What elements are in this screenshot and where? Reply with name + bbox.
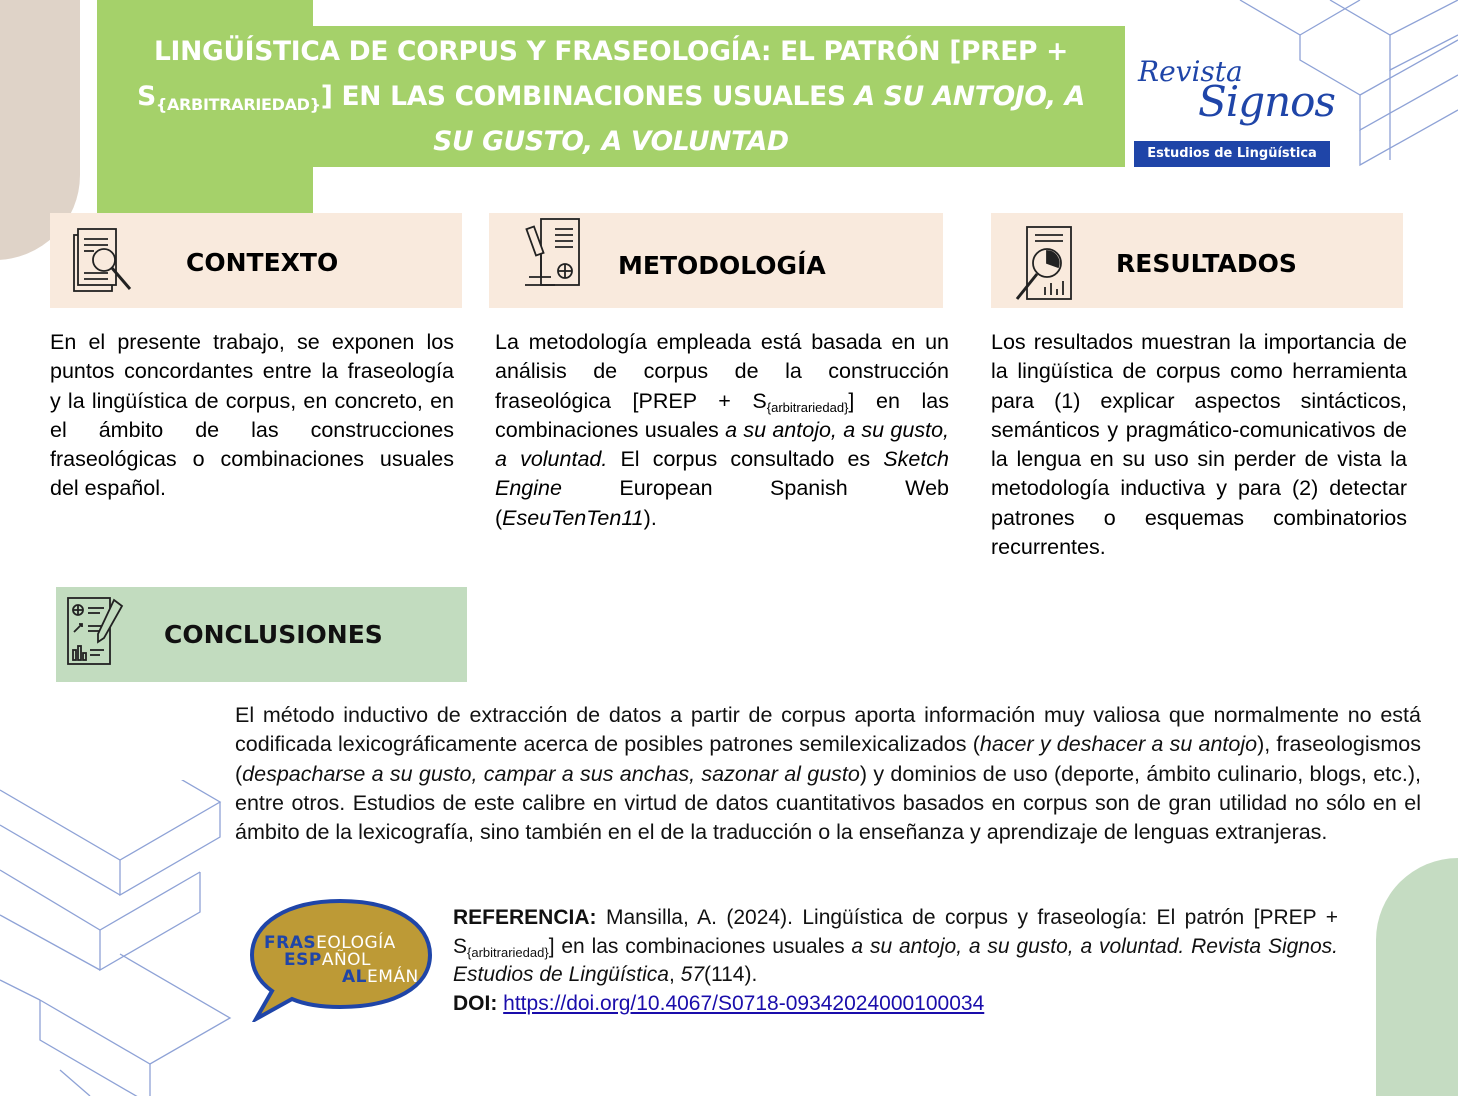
revista-signos-logo: Revista Signos Estudios de Lingüística xyxy=(1134,55,1330,167)
resultados-header xyxy=(991,213,1403,308)
conclusiones-text: El método inductivo de extracción de datos a partir de corpus aporta información muy valiosa que normalmente no está codificada lexicográficamente acerca de posibles patrones semilexicalizados (hacer y deshacer a su antojo), fraseologismos (despacharse a su gusto, campar a sus anchas, sazonar al gusto) y dominios de uso (deporte, ámbito culinario, blogs, etc.), entre otros. Estudios de este calibre en virtud de datos cuantitativos basados en corpus son de gran utilidad no sólo en el ámbito de la lexicografía, sino también en el de la traducción o la enseñanza y aprendizaje de lenguas extranjeras. xyxy=(235,703,1422,845)
report-analysis-icon xyxy=(1013,225,1075,303)
doi-link[interactable]: https://doi.org/10.4067/S0718-09342024000100034 xyxy=(503,991,985,1015)
reference-block: REFERENCIA: Mansilla, A. (2024). Lingüística de corpus y fraseología: El patrón [PREP + $S_{\{arbitrariedad\}}$] en las combinaciones usuales a su antojo, a su gusto, a voluntad. Revista Signos. Estudios de Lingüística, 57(114). DOI: https://doi.org/10.4067/S0718-09342024000100034 xyxy=(453,906,1338,1015)
title-banner xyxy=(97,26,1125,167)
fraseologia-espanol-aleman-logo: FRASEOLOGÍA ESPAÑOL ALEMÁN xyxy=(248,897,433,1022)
lab-microscope-icon xyxy=(521,215,583,293)
conclusiones-heading: CONCLUSIONES xyxy=(164,620,383,649)
metodologia-heading: METODOLOGÍA xyxy=(618,251,826,280)
document-search-icon xyxy=(72,227,134,295)
metodologia-header xyxy=(489,213,943,308)
contexto-text: En el presente trabajo, se exponen los puntos concordantes entre la fraseología y la lingüística de corpus, en concreto, en el ámbito de las construcciones fraseológicas o combinaciones usuales del español. xyxy=(50,330,454,501)
contexto-header xyxy=(50,213,462,308)
contexto-heading: CONTEXTO xyxy=(186,248,339,277)
resultados-text: Los resultados muestran la importancia de la lingüística de corpus como herramienta para (1) explicar aspectos sintácticos, semánticos y pragmático-comunicativos de la lengua en su uso sin perder de vista la metodología inductiva y para (2) detectar patrones o esquemas combinatorios recurrentes. xyxy=(991,330,1407,560)
conclusiones-header xyxy=(56,587,467,682)
doi-label: DOI: xyxy=(453,991,498,1015)
checklist-chart-icon xyxy=(66,594,124,668)
resultados-heading: RESULTADOS xyxy=(1116,249,1297,278)
decorative-blocks-bottom-left xyxy=(0,780,240,1096)
poster-title: LINGÜÍSTICA DE CORPUS Y FRASEOLOGÍA: EL PATRÓN [PREP + $S_{\{ARBITRARIEDAD\}}$] EN LAS COMBINACIONES USUALES A SU ANTOJO, A SU GUSTO, A VOLUNTAD xyxy=(137,36,1085,157)
decorative-blob-right xyxy=(1376,858,1458,1096)
metodologia-text: La metodología empleada está basada en un análisis de corpus de la construcción fraseológica [PREP + $S_{\{arbitrariedad\}}$] en las combinaciones usuales a su antojo, a su gusto, a voluntad. El corpus consultado es Sketch Engine European Spanish Web (EseuTenTen11). xyxy=(495,330,950,530)
